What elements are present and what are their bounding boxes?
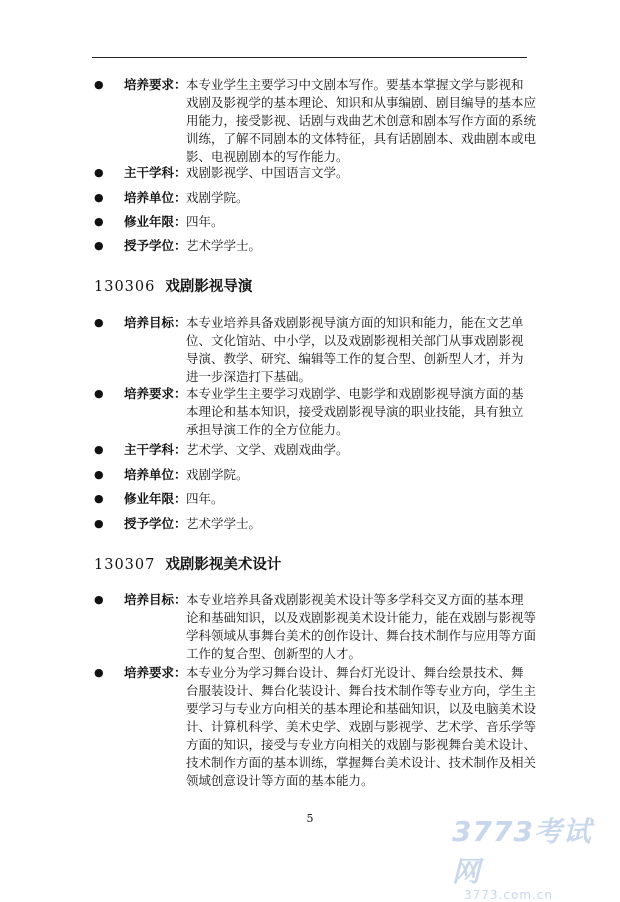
text-line: 领域创意设计等方面的基本能力。 <box>186 773 374 788</box>
text-line: 影、电视剧剧本的写作能力。 <box>186 149 349 164</box>
text-line: 本专业培养具备戏剧影视导演方面的知识和能力，能在文艺单 <box>186 315 524 330</box>
item-body <box>186 189 531 207</box>
text-line: 戏剧及影视学的基本理论、知识和从事编剧、剧目编导的基本应 <box>186 95 537 110</box>
section-heading <box>94 275 252 296</box>
item-body <box>186 237 531 255</box>
text-line: 论和基础知识，以及戏剧影视美术设计能力，能在戏剧与影视等 <box>186 610 537 625</box>
item-label: 授予学位： <box>124 238 187 253</box>
bullet-icon: ● <box>94 166 104 179</box>
section-title: 戏剧影视美术设计 <box>165 556 282 573</box>
bullet-icon: ● <box>94 387 104 400</box>
item-label: 授予学位： <box>124 516 187 531</box>
bullet-icon: ● <box>94 517 104 530</box>
item-body <box>186 591 537 663</box>
item-label: 培养要求： <box>124 665 187 680</box>
watermark-brand: 3773考试网 <box>452 815 592 888</box>
item-body <box>186 385 531 439</box>
text-line: 艺术学学士。 <box>186 516 262 531</box>
item-label: 主干学科： <box>124 165 187 180</box>
bullet-icon: ● <box>94 593 104 606</box>
section-heading <box>94 553 281 574</box>
item-body <box>186 164 531 182</box>
section-code: 130306 <box>94 279 156 295</box>
text-line: 戏剧学院。 <box>186 190 249 205</box>
watermark-logo <box>452 810 602 902</box>
item-body <box>186 490 531 508</box>
item-body <box>186 515 531 533</box>
item-label: 培养单位： <box>124 467 187 482</box>
bullet-icon: ● <box>94 666 104 679</box>
item-body <box>186 314 531 386</box>
bullet-icon: ● <box>94 443 104 456</box>
text-line: 艺术学、文学、戏剧戏曲学。 <box>186 442 349 457</box>
text-line: 用能力，接受影视、话剧与戏曲艺术创意和剧本写作方面的系统 <box>186 113 537 128</box>
text-line: 方面的知识，接受与专业方向相关的戏剧与影视舞台美术设计、 <box>186 737 537 752</box>
item-label: 修业年限： <box>124 491 187 506</box>
text-line: 戏剧学院。 <box>186 467 249 482</box>
text-line: 计、计算机科学、美术史学、戏剧与影视学、艺术学、音乐学等 <box>186 719 537 734</box>
text-line: 本专业学生主要学习戏剧学、电影学和戏剧影视导演方面的基 <box>186 386 524 401</box>
text-line: 本理论和基本知识，接受戏剧影视导演的职业技能，具有独立 <box>186 404 524 419</box>
item-label: 培养要求： <box>124 386 187 401</box>
text-line: 要学习与专业方向相关的基本理论和基础知识，以及电脑美术设 <box>186 701 537 716</box>
item-label: 修业年限： <box>124 214 187 229</box>
item-label: 培养目标： <box>124 315 187 330</box>
text-line: 台服装设计、舞台化装设计、舞台技术制作等专业方向，学生主 <box>186 683 537 698</box>
item-label: 主干学科： <box>124 442 187 457</box>
text-line: 进一步深造打下基础。 <box>186 369 312 384</box>
item-body <box>186 441 531 459</box>
header-rule <box>92 57 527 58</box>
bullet-icon: ● <box>94 191 104 204</box>
item-label: 培养目标： <box>124 592 187 607</box>
bullet-icon: ● <box>94 239 104 252</box>
text-line: 训练，了解不同剧本的文体特征，具有话剧剧本、戏曲剧本或电 <box>186 131 537 146</box>
page-number: 5 <box>306 812 314 825</box>
text-line: 四年。 <box>186 214 224 229</box>
bullet-icon: ● <box>94 78 104 91</box>
bullet-icon: ● <box>94 215 104 228</box>
watermark-url: 3773.com.cn <box>464 888 553 902</box>
bullet-icon: ● <box>94 316 104 329</box>
item-label: 培养单位： <box>124 190 187 205</box>
item-body <box>186 664 537 790</box>
text-line: 位、文化馆站、中小学，以及戏剧影视相关部门从事戏剧影视 <box>186 333 524 348</box>
item-body <box>186 213 531 231</box>
bullet-icon: ● <box>94 492 104 505</box>
text-line: 学科领域从事舞台美术的创作设计、舞台技术制作与应用等方面 <box>186 628 537 643</box>
item-body <box>186 466 531 484</box>
text-line: 工作的复合型、创新型的人才。 <box>186 646 362 661</box>
text-line: 艺术学学士。 <box>186 238 262 253</box>
item-body <box>186 76 537 166</box>
text-line: 四年。 <box>186 491 224 506</box>
text-line: 本专业学生主要学习中文剧本写作。要基本掌握文学与影视和 <box>186 77 524 92</box>
section-code: 130307 <box>94 557 156 573</box>
text-line: 本专业分为学习舞台设计、舞台灯光设计、舞台绘景技术、舞 <box>186 665 524 680</box>
text-line: 戏剧影视学、中国语言文学。 <box>186 165 349 180</box>
text-line: 技术制作方面的基本训练，掌握舞台美术设计、技术制作及相关 <box>186 755 537 770</box>
bullet-icon: ● <box>94 468 104 481</box>
item-label: 培养要求： <box>124 77 187 92</box>
text-line: 本专业培养具备戏剧影视美术设计等多学科交叉方面的基本理 <box>186 592 524 607</box>
section-title: 戏剧影视导演 <box>165 278 253 295</box>
text-line: 导演、教学、研究、编辑等工作的复合型、创新型人才，并为 <box>186 351 524 366</box>
text-line: 承担导演工作的全方位能力。 <box>186 422 349 437</box>
